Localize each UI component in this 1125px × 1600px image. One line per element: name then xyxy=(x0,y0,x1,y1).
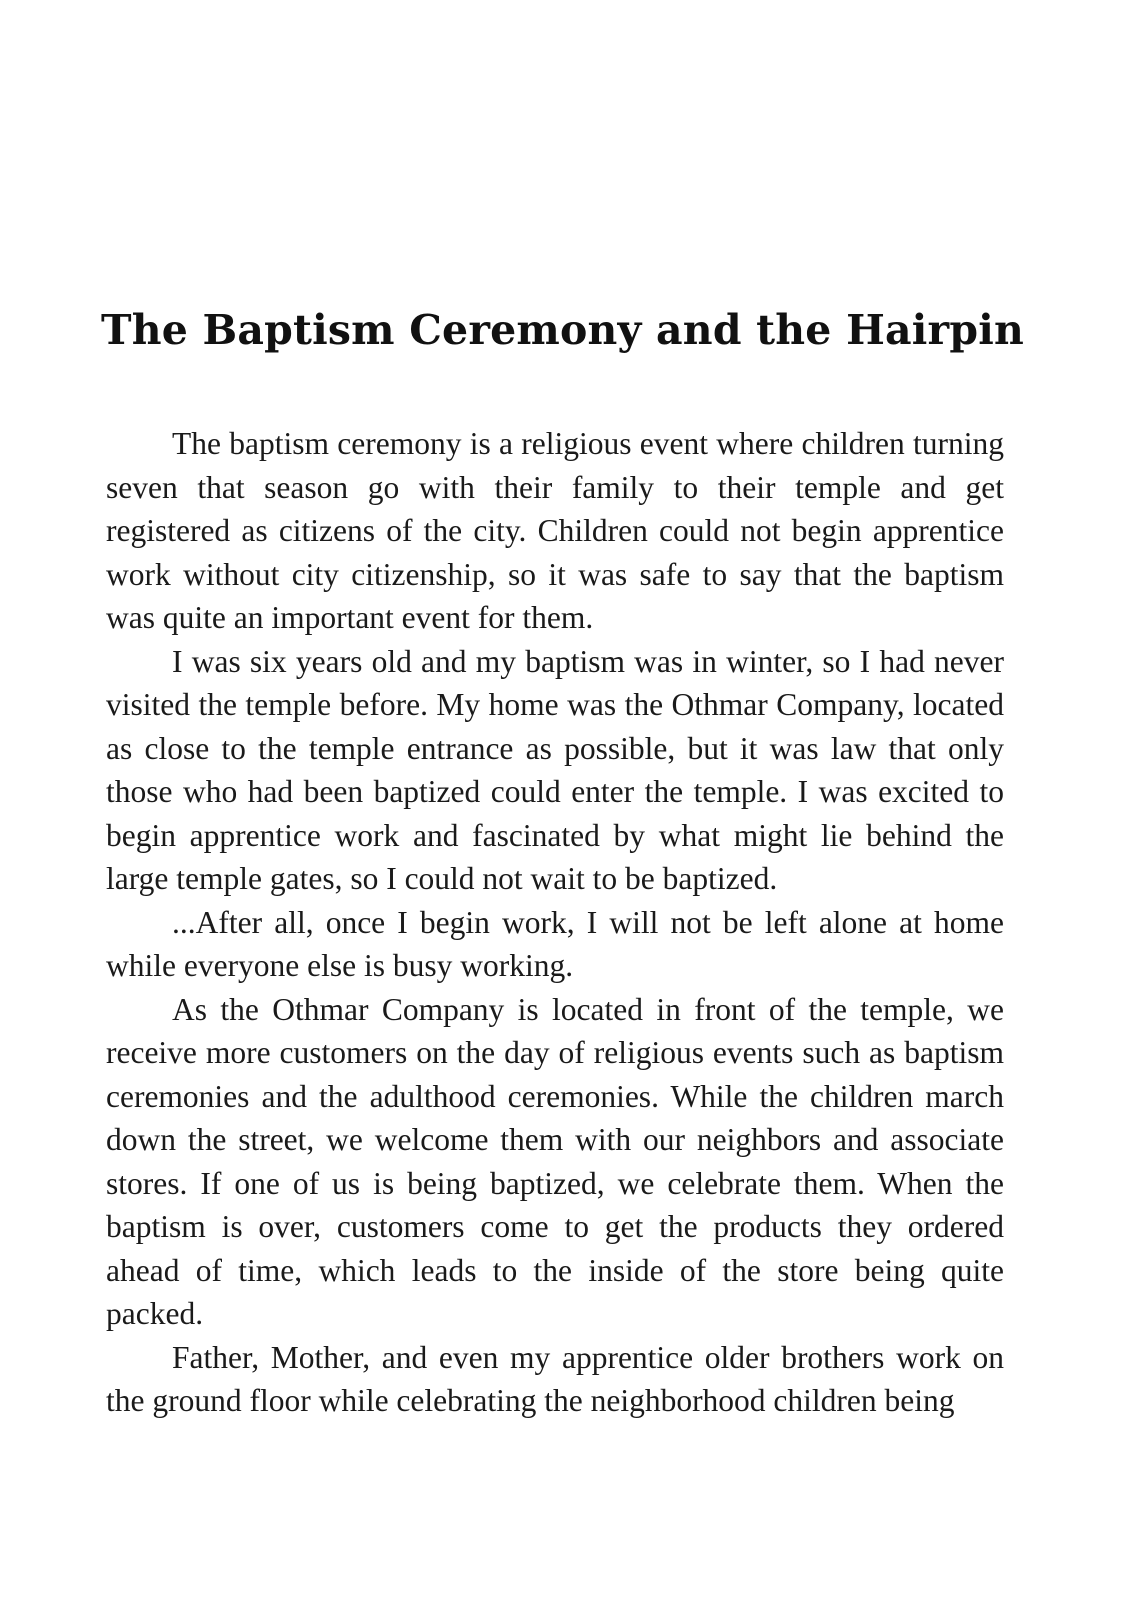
body-text xyxy=(106,422,1004,1423)
paragraph: ...After all, once I begin work, I will not be left alone at home while everyone else is busy working. xyxy=(106,904,1004,983)
paragraph: Father, Mother, and even my apprentice older brothers work on the ground floor while celebrating the neighborhood children being xyxy=(106,1339,1004,1418)
paragraph: I was six years old and my baptism was in winter, so I had never visited the temple before. My home was the Othmar Company, located as close to the temple entrance as possible, but it was law that only those who had been baptized could enter the temple. I was excited to begin apprentice work and fascinated by what might lie behind the large temple gates, so I could not wait to be baptized. xyxy=(106,643,1004,896)
paragraph: The baptism ceremony is a religious event where children turning seven that season go with their family to their temple and get registered as citizens of the city. Children could not begin apprentice work without city citizenship, so it was safe to say that the baptism was quite an important event for them. xyxy=(106,426,1004,635)
chapter-title: The Baptism Ceremony and the Hairpin xyxy=(100,306,1024,354)
paragraph: As the Othmar Company is located in front of the temple, we receive more customers on the day of religious events such as baptism ceremonies and the adulthood ceremonies. While the children march down the street, we welcome them with our neighbors and associate stores. If one of us is being baptized, we celebrate them. When the baptism is over, customers come to get the products they ordered ahead of time, which leads to the inside of the store being quite packed. xyxy=(106,991,1004,1331)
